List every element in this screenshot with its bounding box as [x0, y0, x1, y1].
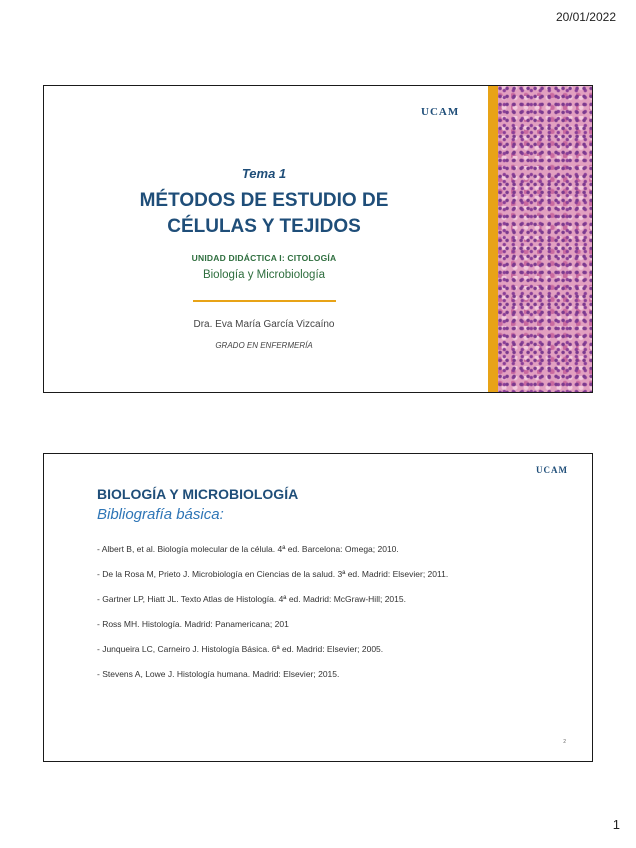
divider — [193, 300, 336, 302]
slide-title-line2: CÉLULAS Y TEJIDOS — [167, 216, 361, 237]
slide-title — [84, 188, 444, 240]
reference-item: - Ross MH. Histología. Madrid: Panamericana; 201 — [97, 619, 289, 629]
page-date: 20/01/2022 — [555, 10, 616, 24]
reference-item: - Gartner LP, Hiatt JL. Texto Atlas de Histología. 4ª ed. Madrid: McGraw-Hill; 2015. — [97, 594, 406, 604]
slide-subheading: Bibliografía básica: — [97, 506, 224, 523]
title-slide — [43, 85, 593, 393]
tissue-image — [498, 86, 593, 392]
ucam-logo: UCAM — [536, 465, 568, 475]
subject-label: Biología y Microbiología — [202, 269, 326, 281]
slide-number: 2 — [563, 739, 566, 745]
reference-list — [97, 542, 552, 692]
degree-label: GRADO EN ENFERMERÍA — [215, 341, 313, 350]
slide-heading: BIOLOGÍA Y MICROBIOLOGÍA — [97, 486, 299, 502]
bibliography-slide — [43, 453, 593, 762]
slide-title-line1: MÉTODOS DE ESTUDIO DE — [139, 190, 389, 211]
accent-bar — [488, 86, 498, 392]
reference-item: - Albert B, et al. Biología molecular de la célula. 4ª ed. Barcelona: Omega; 2010. — [97, 544, 399, 554]
unit-label: UNIDAD DIDÁCTICA I: CITOLOGÍA — [191, 253, 337, 263]
page-number: 1 — [612, 817, 620, 832]
reference-item: - De la Rosa M, Prieto J. Microbiología en Ciencias de la salud. 3ª ed. Madrid: Elsevier; 2011. — [97, 569, 449, 579]
author-name: Dra. Eva María García Vizcaíno — [193, 319, 335, 330]
reference-item: - Stevens A, Lowe J. Histología humana. Madrid: Elsevier; 2015. — [97, 669, 340, 679]
topic-label: Tema 1 — [241, 166, 287, 181]
ucam-logo: UCAM — [421, 106, 460, 118]
reference-item: - Junqueira LC, Carneiro J. Histología Básica. 6ª ed. Madrid: Elsevier; 2005. — [97, 644, 384, 654]
